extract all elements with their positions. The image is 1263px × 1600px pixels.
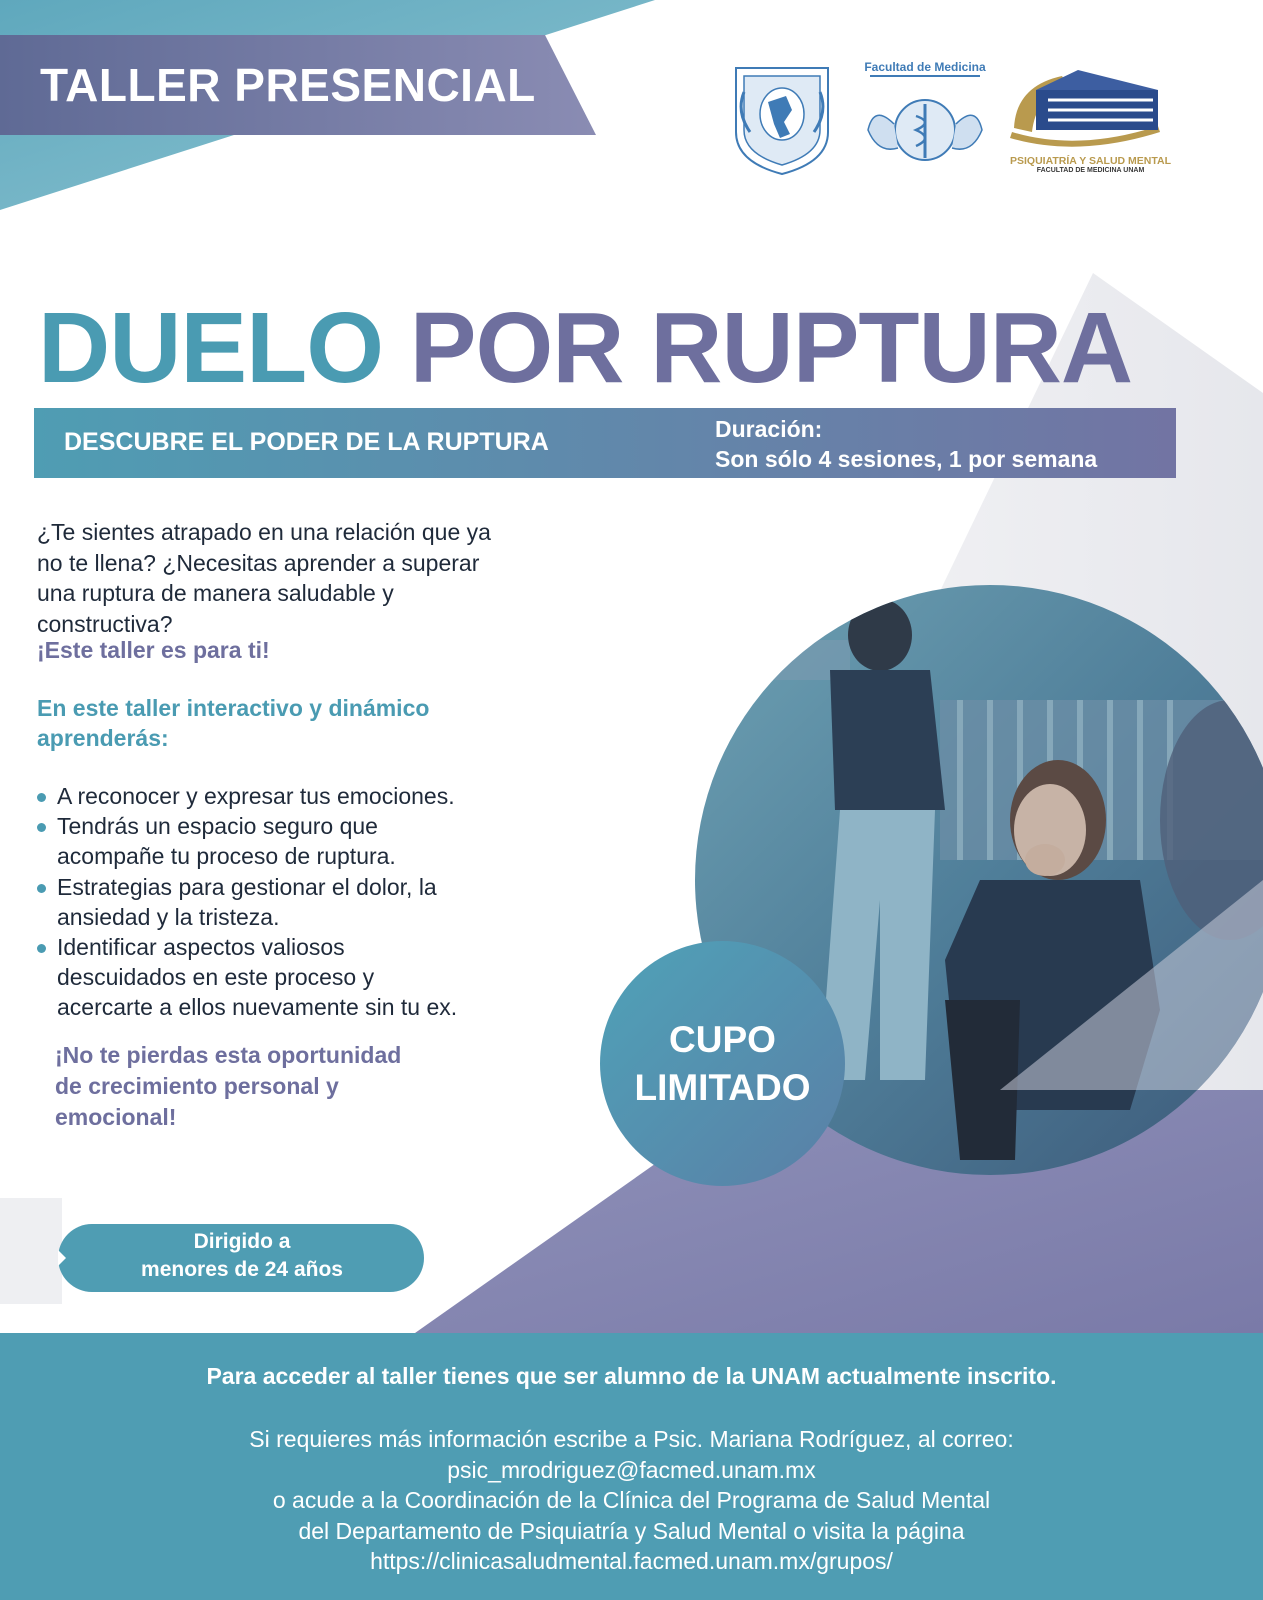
footer-contact-info <box>0 1424 1263 1577</box>
cupo-limitado-badge <box>600 941 845 1186</box>
closing-line: emocional! <box>55 1104 177 1130</box>
duration-block <box>715 414 1097 474</box>
header-title: TALLER PRESENCIAL <box>40 59 536 111</box>
banner-subtitle: DESCUBRE EL PODER DE LA RUPTURA <box>64 428 549 456</box>
bullet-dot-icon <box>37 823 46 832</box>
audience-line: menores de 24 años <box>141 1258 343 1281</box>
bullet-dot-icon <box>37 793 46 802</box>
closing-line: ¡No te pierdas esta oportunidad <box>55 1042 402 1068</box>
learn-heading-line: En este taller interactivo y dinámico <box>37 695 430 721</box>
footer-requirement: Para acceder al taller tienes que ser alumno de la UNAM actualmente inscrito. <box>206 1363 1057 1389</box>
list-item-line: Tendrás un espacio seguro que <box>57 813 378 840</box>
list-item <box>37 932 597 1023</box>
list-item <box>37 781 597 811</box>
list-item-line: ansiedad y la tristeza. <box>57 903 280 930</box>
psiquiatria-salud-mental-logo: PSIQUIATRÍA Y SALUD MENTAL FACULTAD DE MEDICINA UNAM <box>1008 66 1173 178</box>
footer-info-line: del Departamento de Psiquiatría y Salud Mental o visita la página <box>298 1517 965 1544</box>
intro-paragraph <box>37 517 597 639</box>
learn-heading <box>37 693 557 753</box>
duration-label: Duración: <box>715 416 823 442</box>
facultad-medicina-logo: Facultad de Medicina <box>864 60 986 180</box>
closing-message <box>55 1040 515 1133</box>
intro-line: constructiva? <box>37 610 173 637</box>
unam-crest-logo <box>728 62 836 176</box>
duration-value: Son sólo 4 sesiones, 1 por semana <box>715 446 1098 472</box>
footer-info-line: o acude a la Coordinación de la Clínica del Programa de Salud Mental <box>272 1487 991 1513</box>
cupo-line: CUPO <box>669 1018 776 1060</box>
cupo-line: LIMITADO <box>634 1066 811 1108</box>
title-word-duelo: DUELO <box>38 292 383 404</box>
website-link[interactable]: https://clinicasaludmental.facmed.unam.mx/grupos/ <box>370 1548 893 1574</box>
intro-cta: ¡Este taller es para ti! <box>37 637 270 663</box>
title-word-por-ruptura: POR RUPTURA <box>409 292 1133 404</box>
list-item-line: Estrategias para gestionar el dolor, la <box>57 873 437 900</box>
benefits-list <box>37 781 597 1023</box>
main-title <box>38 292 1133 404</box>
list-item <box>37 811 597 871</box>
audience-tag <box>62 1228 422 1284</box>
list-item-line: descuidados en este proceso y <box>57 964 375 991</box>
list-item-line: A reconocer y expresar tus emociones. <box>57 783 455 809</box>
footer-info-line: Si requieres más información escribe a Psic. Mariana Rodríguez, al correo: <box>249 1426 1014 1452</box>
list-item-line: acercarte a ellos nuevamente sin tu ex. <box>57 994 458 1021</box>
learn-heading-line: aprenderás: <box>37 725 169 751</box>
intro-line: ¿Te sientes atrapado en una relación que ya <box>37 519 491 545</box>
list-item <box>37 872 597 932</box>
intro-line: una ruptura de manera saludable y <box>37 580 394 606</box>
bullet-dot-icon <box>37 884 46 893</box>
closing-line: de crecimiento personal y <box>55 1073 339 1099</box>
list-item-line: acompañe tu proceso de ruptura. <box>57 843 396 870</box>
audience-line: Dirigido a <box>193 1230 291 1253</box>
intro-line: no te llena? ¿Necesitas aprender a superar <box>37 549 480 576</box>
list-item-line: Identificar aspectos valiosos <box>57 934 345 961</box>
bullet-dot-icon <box>37 944 46 953</box>
contact-email-link[interactable]: psic_mrodriguez@facmed.unam.mx <box>447 1456 816 1483</box>
